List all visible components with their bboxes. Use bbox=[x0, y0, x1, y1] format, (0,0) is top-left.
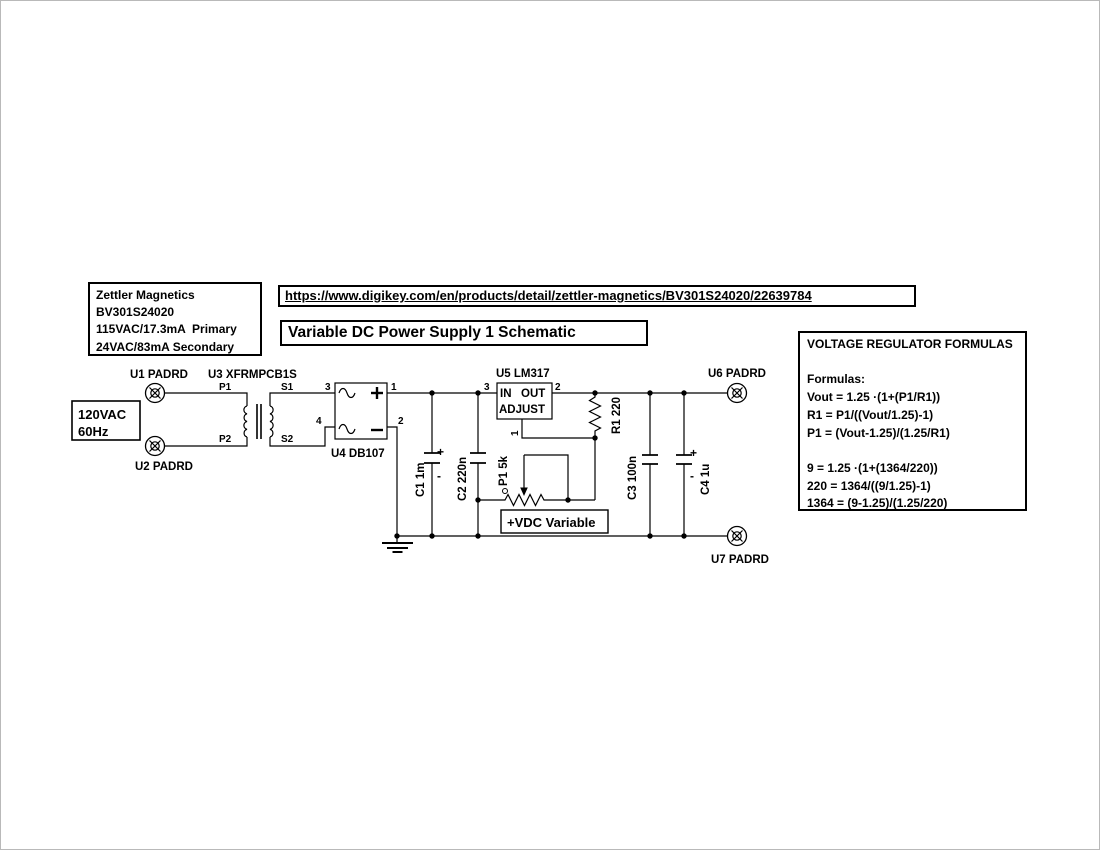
part-info-line: 115VAC/17.3mA Primary bbox=[96, 322, 237, 337]
pad-u6-label: U6 PADRD bbox=[708, 368, 766, 380]
part-info-line: 24VAC/83mA Secondary bbox=[96, 339, 235, 354]
p1-value-label: P1 5k bbox=[498, 455, 510, 486]
pad-u2 bbox=[135, 437, 193, 474]
c1-value-label: C1 1m bbox=[415, 462, 427, 497]
regulator-adjust-label: ADJUST bbox=[499, 404, 546, 416]
bridge-pin3: 3 bbox=[325, 382, 331, 393]
formula-example-line: 9 = 1.25 ·(1+(1364/220)) bbox=[807, 460, 938, 475]
primary-winding bbox=[244, 406, 247, 437]
resistor-r1 bbox=[590, 393, 624, 438]
bridge-pin1: 1 bbox=[391, 382, 397, 393]
formula-line: P1 = (Vout-1.25)/(1.25/R1) bbox=[807, 425, 950, 440]
page-title: Variable DC Power Supply 1 Schematic bbox=[288, 324, 576, 341]
formula-example-line: 1364 = (9-1.25)/(1.25/220) bbox=[807, 496, 948, 511]
bridge-pin2: 2 bbox=[398, 416, 404, 427]
pad-u1 bbox=[130, 369, 188, 403]
pad-u6 bbox=[708, 368, 766, 403]
pad-u1-label: U1 PADRD bbox=[130, 369, 188, 381]
formulas-subheading: Formulas: bbox=[807, 372, 866, 387]
pad-u2-label: U2 PADRD bbox=[135, 461, 193, 473]
ac-wave-icon bbox=[339, 425, 355, 434]
pin-label-s1: S1 bbox=[281, 382, 294, 393]
ac-source-frequency: 60Hz bbox=[78, 424, 109, 439]
c3-value-label: C3 100n bbox=[627, 455, 639, 500]
potentiometer-p1 bbox=[478, 455, 595, 506]
part-info-line: BV301S24020 bbox=[96, 305, 175, 320]
c4-minus-mark: - bbox=[690, 469, 694, 483]
pin-label-s2: S2 bbox=[281, 434, 294, 445]
ac-source bbox=[72, 401, 140, 440]
pad-u7-label: U7 PADRD bbox=[711, 554, 769, 566]
formula-example-line: 220 = 1364/((9/1.25)-1) bbox=[807, 478, 931, 493]
bridge-pin4: 4 bbox=[316, 416, 322, 427]
regulator-ref-label: U5 LM317 bbox=[496, 368, 550, 380]
transformer-ref-label: U3 XFRMPCB1S bbox=[208, 369, 297, 381]
c1-minus-mark: - bbox=[437, 469, 441, 483]
regulator-in-label: IN bbox=[500, 388, 512, 400]
output-label-box bbox=[501, 510, 608, 533]
regulator-pin1: 1 bbox=[510, 430, 521, 436]
formulas-heading: VOLTAGE REGULATOR FORMULAS bbox=[807, 337, 1013, 351]
regulator-pin2: 2 bbox=[555, 382, 561, 393]
ac-source-voltage: 120VAC bbox=[78, 407, 127, 422]
pad-u7 bbox=[711, 527, 769, 567]
c4-value-label: C4 1u bbox=[700, 463, 712, 495]
regulator-out-label: OUT bbox=[521, 388, 546, 400]
c2-value-label: C2 220n bbox=[457, 456, 469, 501]
r1-value-label: R1 220 bbox=[611, 396, 623, 434]
secondary-winding bbox=[270, 406, 273, 437]
formula-line: R1 = P1/((Vout/1.25)-1) bbox=[807, 407, 934, 422]
formula-line: Vout = 1.25 ·(1+(P1/R1)) bbox=[807, 390, 941, 405]
plus-terminal-icon bbox=[371, 387, 383, 399]
output-label: +VDC Variable bbox=[507, 515, 596, 530]
transformer-u3 bbox=[208, 369, 297, 445]
capacitor-c3 bbox=[627, 455, 658, 500]
ac-wave-icon bbox=[339, 389, 355, 398]
capacitor-c4 bbox=[676, 446, 712, 495]
pin-label-p2: P2 bbox=[219, 434, 232, 445]
digikey-url-link[interactable]: https://www.digikey.com/en/products/detail/zettler-magnetics/BV301S24020/22639784 bbox=[285, 288, 812, 303]
bridge-rectifier-u4 bbox=[316, 382, 404, 460]
capacitor-c1 bbox=[415, 445, 444, 497]
capacitor-c2 bbox=[457, 453, 486, 501]
c1-plus-mark: + bbox=[437, 445, 445, 459]
wiper-arrow-icon bbox=[520, 488, 528, 497]
pin-label-p1: P1 bbox=[219, 382, 232, 393]
c4-plus-mark: + bbox=[690, 446, 698, 460]
bridge-ref-label: U4 DB107 bbox=[331, 448, 385, 460]
pot-pin-marker bbox=[503, 489, 508, 494]
part-info-line: Zettler Magnetics bbox=[96, 288, 195, 302]
regulator-pin3: 3 bbox=[484, 382, 490, 393]
